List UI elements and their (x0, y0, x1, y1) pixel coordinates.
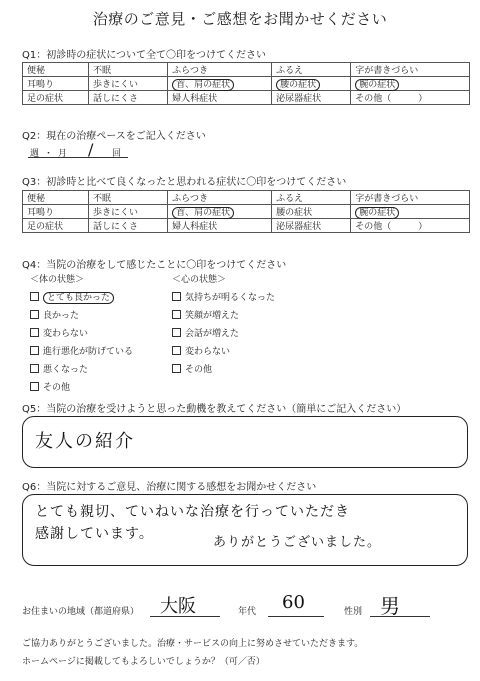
q6-answer-line3: ありがとうございました。 (213, 535, 382, 550)
sex-line (370, 616, 430, 617)
checkbox[interactable] (172, 292, 181, 301)
q5-heading: Q5：当院の治療を受けようと思った動機を教えてください（簡単にご記入ください） (22, 404, 407, 415)
q3-cell[interactable]: ふるえ (272, 191, 351, 205)
q4-body-option[interactable] (30, 362, 88, 375)
checkbox[interactable] (172, 328, 181, 337)
q1-cell[interactable]: 不眠 (88, 63, 167, 77)
q1-cell[interactable]: 泌尿器症状 (272, 91, 351, 105)
q3-cell[interactable]: ふらつき (168, 191, 272, 205)
region-line (150, 616, 220, 617)
q4-mind-header: ＜心の状態＞ (172, 275, 227, 285)
q6-answer-line1: とても親切、ていねいな治療を行っていただき (35, 504, 350, 520)
checkbox[interactable] (30, 292, 39, 301)
q3-cell[interactable]: 耳鳴り (23, 205, 89, 219)
q2-times-label: 回 (112, 149, 122, 159)
q1-neck-shoulder-circled: 首、肩の症状 (172, 79, 234, 91)
q4-heading: Q4：当院の治療をして感じたことに〇印をつけてください (22, 260, 287, 271)
q3-arm-circled: 腕の症状 (355, 207, 399, 219)
checkbox[interactable] (30, 382, 39, 391)
q3-cell[interactable]: 足の症状 (23, 219, 89, 233)
q1-cell[interactable]: 便秘 (23, 63, 89, 77)
q6-heading: Q6：当院に対するご意見、治療に関する感想をお聞かせください (22, 482, 317, 493)
q3-symptom-table (22, 190, 470, 233)
q3-cell-circled[interactable] (168, 205, 272, 219)
q1-cell[interactable]: ふるえ (272, 63, 351, 77)
thanks-text: ご協力ありがとうございました。治療・サービスの向上に努めさせていただきます。 (22, 639, 364, 649)
q4-mind-option-label: その他 (185, 365, 213, 375)
q4-mind-option[interactable] (172, 326, 239, 339)
q3-cell[interactable]: 話しにくさ (88, 219, 167, 233)
checkbox[interactable] (172, 364, 181, 373)
q4-body-option[interactable] (30, 344, 133, 357)
q4-mind-option[interactable] (172, 344, 230, 357)
q1-heading: Q1：初診時の症状について全て〇印をつけてください (22, 50, 267, 61)
q4-body-option[interactable] (30, 308, 79, 321)
q4-body-option-label: 良かった (43, 311, 80, 321)
q4-mind-option[interactable] (172, 290, 275, 303)
q1-cell[interactable]: 話しにくさ (88, 91, 167, 105)
q2-month-label: 月 (58, 149, 68, 159)
q4-body-header: ＜体の状態＞ (30, 275, 85, 285)
q3-cell[interactable]: 字が書きづらい (351, 191, 470, 205)
checkbox[interactable] (30, 328, 39, 337)
q3-cell[interactable]: 不眠 (88, 191, 167, 205)
q1-cell[interactable]: その他（ ） (351, 91, 470, 105)
q3-cell[interactable]: 泌尿器症状 (272, 219, 351, 233)
age-label: 年代 (238, 607, 257, 617)
sex-value: 男 (380, 594, 400, 618)
publish-question: ホームページに掲載してもよろしいでしょうか？（可／否） (22, 657, 265, 667)
q3-heading: Q3：初診時と比べて良くなったと思われる症状に〇印をつけてください (22, 177, 347, 188)
q4-mind-option[interactable] (172, 308, 239, 321)
q4-body-option-label: その他 (43, 383, 71, 393)
checkbox[interactable] (30, 346, 39, 355)
q1-cell-circled[interactable] (272, 77, 351, 91)
q4-mind-option-label: 会話が増えた (185, 329, 240, 339)
q4-body-option[interactable] (30, 290, 114, 303)
q1-symptom-table (22, 62, 470, 105)
q3-cell[interactable]: 歩きにくい (88, 205, 167, 219)
q3-cell[interactable]: 腰の症状 (272, 205, 351, 219)
q1-cell-circled[interactable] (351, 77, 470, 91)
q1-cell[interactable]: ふらつき (168, 63, 272, 77)
checkbox[interactable] (30, 364, 39, 373)
q2-answer-mark: / (88, 140, 94, 159)
q2-answer-line (28, 157, 128, 158)
q1-cell[interactable]: 歩きにくい (88, 77, 167, 91)
q3-cell[interactable]: 便秘 (23, 191, 89, 205)
q4-mind-option-label: 変わらない (185, 347, 231, 357)
q1-cell-circled[interactable] (168, 77, 272, 91)
region-label: お住まいの地域（都道府県） (22, 607, 140, 617)
q4-mind-option[interactable] (172, 362, 212, 375)
q4-body-option-label: 変わらない (43, 329, 89, 339)
q4-body-option-label: 進行悪化が防げている (43, 347, 134, 357)
q2-week-label: 週 (30, 149, 40, 159)
q6-answer-line2: 感謝しています。 (35, 526, 154, 542)
q3-cell-circled[interactable] (351, 205, 470, 219)
checkbox[interactable] (172, 346, 181, 355)
checkbox[interactable] (30, 310, 39, 319)
q4-body-option-label: 悪くなった (43, 365, 89, 375)
q4-mind-option-label: 気持ちが明るくなった (185, 293, 276, 303)
age-value: 60 (282, 592, 305, 613)
q4-mind-option-label: 笑顔が増えた (185, 311, 240, 321)
q4-body-option[interactable] (30, 326, 88, 339)
q4-body-option[interactable] (30, 380, 70, 393)
q5-answer-box[interactable] (22, 416, 468, 468)
q3-cell[interactable]: その他（ ） (351, 219, 470, 233)
q6-answer-box[interactable] (22, 494, 468, 566)
q5-answer: 友人の紹介 (35, 431, 135, 452)
page-title: 治療のご意見・ご感想をお聞かせください (92, 10, 388, 28)
q4-body-option-label: とても良かった (43, 292, 114, 304)
q1-cell[interactable]: 婦人科症状 (168, 91, 272, 105)
age-line (268, 616, 324, 617)
q1-cell[interactable]: 字が書きづらい (351, 63, 470, 77)
sex-label: 性別 (344, 607, 363, 617)
q1-cell[interactable]: 耳鳴り (23, 77, 89, 91)
q1-arm-circled: 腕の症状 (355, 79, 399, 91)
checkbox[interactable] (172, 310, 181, 319)
region-value: 大阪 (160, 596, 196, 617)
q1-lower-back-circled: 腰の症状 (276, 79, 320, 91)
q1-cell[interactable]: 足の症状 (23, 91, 89, 105)
q2-heading: Q2：現在の治療ペースをご記入ください (22, 131, 206, 142)
q3-neck-shoulder-circled: 首、肩の症状 (172, 207, 234, 219)
q3-cell[interactable]: 婦人科症状 (168, 219, 272, 233)
